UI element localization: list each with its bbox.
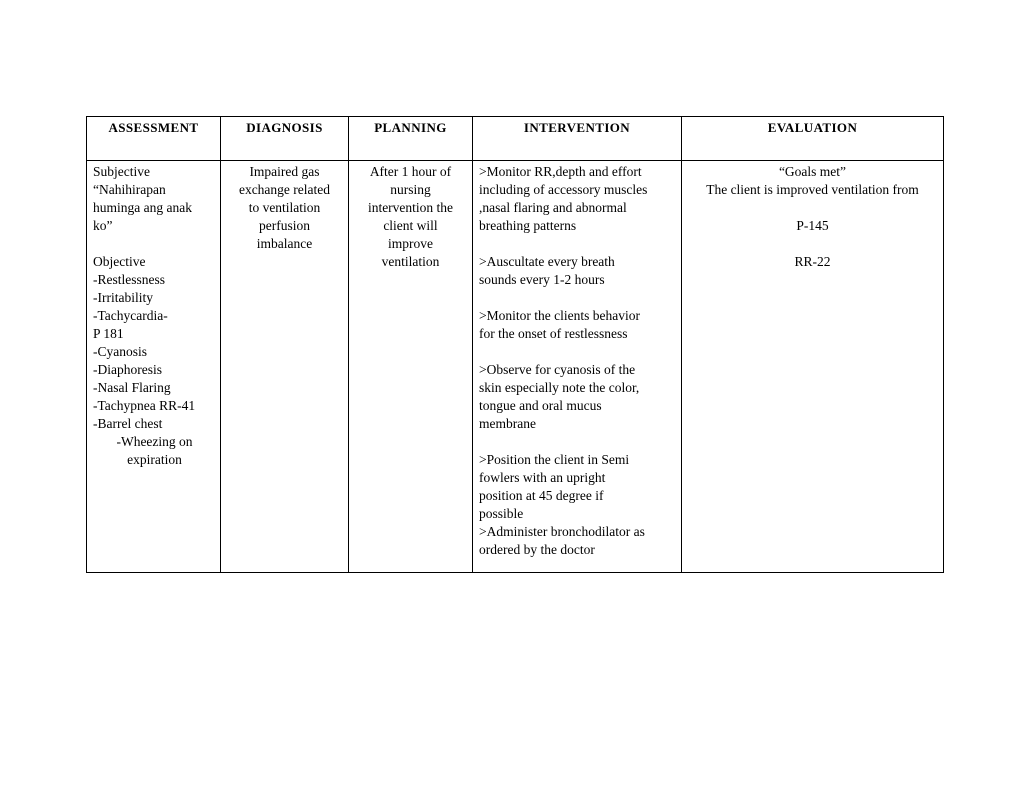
evaluation-goal: “Goals met” bbox=[778, 164, 847, 179]
evaluation-resp-rate: RR-22 bbox=[794, 254, 831, 269]
intervention-line: >Monitor RR,depth and effort bbox=[479, 164, 642, 179]
intervention-line: ordered by the doctor bbox=[479, 542, 595, 557]
diagnosis-cell bbox=[221, 161, 349, 573]
planning-line: intervention the bbox=[367, 200, 454, 215]
header-planning: PLANNING bbox=[349, 117, 473, 161]
diagnosis-line: imbalance bbox=[256, 236, 313, 251]
nursing-care-plan-table bbox=[86, 116, 944, 573]
diagnosis-line: perfusion bbox=[259, 218, 310, 233]
intervention-line: including of accessory muscles bbox=[479, 182, 648, 197]
intervention-line: breathing patterns bbox=[479, 218, 577, 233]
planning-line: After 1 hour of bbox=[369, 164, 452, 179]
content-row bbox=[87, 161, 944, 573]
planning-cell bbox=[349, 161, 473, 573]
evaluation-statement: The client is improved ventilation from bbox=[706, 182, 919, 197]
subjective-quote-line: “Nahihirapan bbox=[93, 182, 166, 197]
planning-line: nursing bbox=[390, 182, 431, 197]
header-row bbox=[87, 117, 944, 161]
objective-cue: -Tachypnea RR-41 bbox=[93, 398, 196, 413]
intervention-line: >Observe for cyanosis of the bbox=[479, 362, 636, 377]
objective-cue: -Nasal Flaring bbox=[93, 380, 171, 395]
intervention-line: >Administer bronchodilator as bbox=[479, 524, 645, 539]
objective-cue: -Wheezing on bbox=[116, 434, 193, 449]
header-intervention: INTERVENTION bbox=[473, 117, 682, 161]
intervention-line: sounds every 1-2 hours bbox=[479, 272, 605, 287]
intervention-line: possible bbox=[479, 506, 524, 521]
objective-label: Objective bbox=[93, 254, 146, 269]
diagnosis-line: Impaired gas bbox=[249, 164, 320, 179]
intervention-line: tongue and oral mucus bbox=[479, 398, 602, 413]
objective-cue: -Tachycardia- bbox=[93, 308, 168, 323]
header-evaluation: EVALUATION bbox=[682, 117, 944, 161]
intervention-line: membrane bbox=[479, 416, 536, 431]
objective-cue: -Cyanosis bbox=[93, 344, 147, 359]
planning-line: client will bbox=[383, 218, 438, 233]
objective-cue: -Diaphoresis bbox=[93, 362, 162, 377]
intervention-line: position at 45 degree if bbox=[479, 488, 604, 503]
objective-cue: -Restlessness bbox=[93, 272, 165, 287]
subjective-quote-line: ko” bbox=[93, 218, 113, 233]
intervention-line: >Auscultate every breath bbox=[479, 254, 615, 269]
intervention-line: skin especially note the color, bbox=[479, 380, 640, 395]
intervention-line: >Monitor the clients behavior bbox=[479, 308, 640, 323]
intervention-line: fowlers with an upright bbox=[479, 470, 606, 485]
intervention-cell bbox=[473, 161, 682, 573]
objective-cue: -Irritability bbox=[93, 290, 153, 305]
assessment-cell bbox=[87, 161, 221, 573]
diagnosis-line: to ventilation bbox=[248, 200, 321, 215]
header-diagnosis: DIAGNOSIS bbox=[221, 117, 349, 161]
intervention-line: for the onset of restlessness bbox=[479, 326, 628, 341]
evaluation-pulse: P-145 bbox=[796, 218, 829, 233]
objective-cue: -Barrel chest bbox=[93, 416, 163, 431]
diagnosis-line: exchange related bbox=[238, 182, 331, 197]
subjective-label: Subjective bbox=[93, 164, 150, 179]
header-assessment: ASSESSMENT bbox=[87, 117, 221, 161]
intervention-line: >Position the client in Semi bbox=[479, 452, 630, 467]
planning-line: improve bbox=[388, 236, 433, 251]
planning-line: ventilation bbox=[381, 254, 440, 269]
subjective-quote-line: huminga ang anak bbox=[93, 200, 192, 215]
objective-cue: expiration bbox=[127, 452, 182, 467]
objective-cue: P 181 bbox=[93, 326, 124, 341]
evaluation-cell bbox=[682, 161, 944, 573]
intervention-line: ,nasal flaring and abnormal bbox=[479, 200, 627, 215]
